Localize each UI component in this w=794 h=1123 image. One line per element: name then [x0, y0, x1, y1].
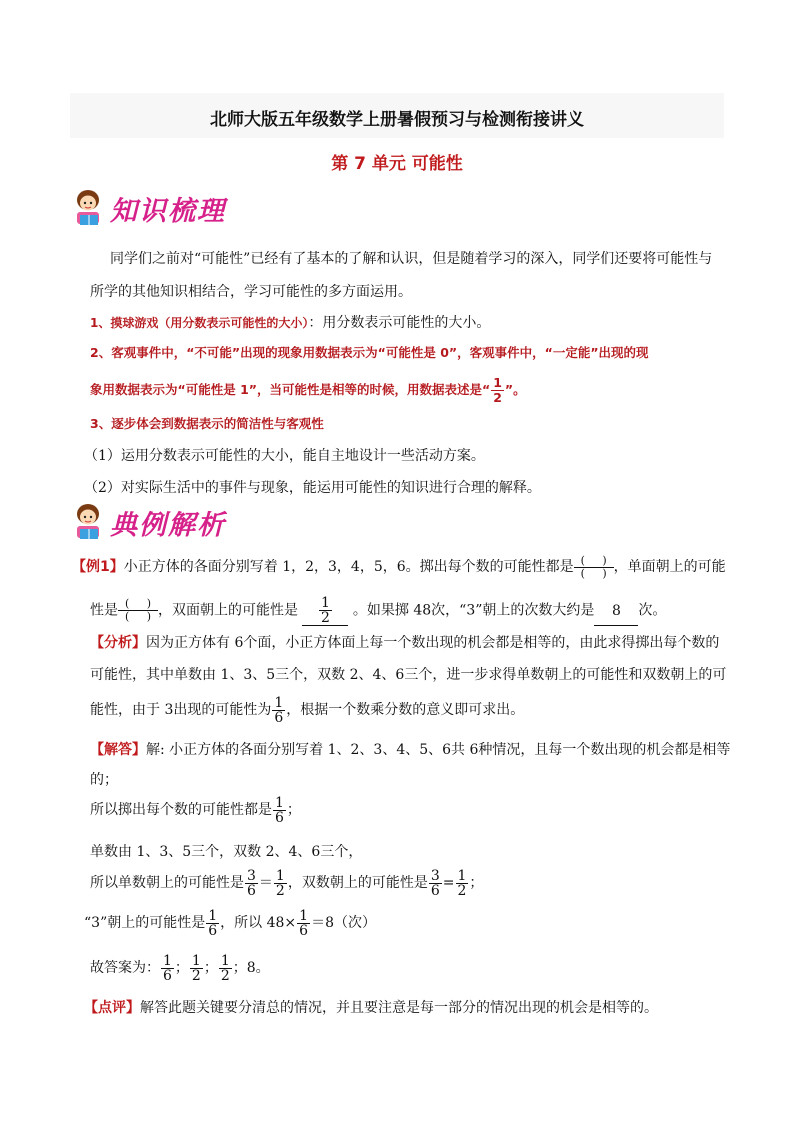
section-heading-text: 知识梳理: [110, 195, 226, 227]
example-tag: 【例1】: [72, 559, 124, 575]
point-1-rest: ：用分数表示可能性的大小。: [308, 315, 491, 331]
comment-line: 【点评】解答此题关键要分清总的情况，并且要注意是每一部分的情况出现的机会是相等的。: [84, 1000, 658, 1016]
point-1: [90, 313, 490, 333]
example-question-line-1: 【例1】小正方体的各面分别写着 1，2，3，4，5，6。掷出每个数的可能性都是 $\frac{( )}{( )}$ ，单面朝上的可能: [72, 553, 726, 580]
point-1-bold: 1、摸球游戏（用分数表示可能性的大小）: [90, 316, 309, 330]
answer-line-7: 故答案为： $\frac{1}{6}$ ； $\frac{1}{2}$ ； $\frac{1}{2}$ ；8。: [90, 952, 270, 984]
example-question-line-2: 性是 $\frac{( )}{( )}$ ，双面朝上的可能性是 $\frac{1}{2}$ 。如果掷 48次，“3”朝上的次数大约是 8 次。: [90, 595, 667, 626]
answer-line-4: 单数由 1、3、5三个，双数 2、4、6三个，: [90, 844, 363, 860]
fraction-one-sixth: $\frac{1}{6}$: [274, 694, 284, 726]
fraction-half: $\frac{1}{2}$: [493, 375, 502, 405]
point-2-line-2-b: ”。: [504, 382, 526, 397]
analysis-line-1: 【分析】因为正方体有 6个面，小正方体面上每一个数出现的机会都是相等的，由此求得掷出每个数的: [90, 635, 720, 651]
intro-line-2: 所学的其他知识相结合，学习可能性的多方面运用。: [90, 284, 412, 300]
answer-blank-fraction: $\frac{1}{2}$: [302, 596, 348, 626]
point-2-line-2: [90, 375, 526, 405]
answer-line-1: 【解答】解: 小正方体的各面分别写着 1、2、3、4、5、6共 6种情况，且每一个数出现的机会都是相等: [90, 742, 731, 758]
answer-line-3: 所以掷出每个数的可能性都是 $\frac{1}{6}$ ；: [90, 794, 301, 826]
point-2-line-2-a: 象用数据表示为“可能性是 1”，当可能性是相等的时候，用数据表述是“: [90, 382, 491, 397]
answer-line-2: 的；: [90, 772, 118, 788]
blank-fraction: $\frac{( )}{( )}$: [574, 555, 614, 580]
intro-line-1: 同学们之前对“可能性”已经有了基本的了解和认识，但是随着学习的深入，同学们还要将可能性与: [110, 251, 713, 267]
section-heading-text: 典例解析: [110, 509, 226, 541]
answer-tag: 【解答】: [90, 742, 146, 758]
girl-reading-icon: [72, 502, 106, 542]
unit-title: 第 7 单元 可能性: [331, 154, 463, 174]
answer-line-5: 所以单数朝上的可能性是 $\frac{3}{6}$ ＝ $\frac{1}{2}$ ，双数朝上的可能性是 $\frac{3}{6}$ = $\frac{1}{2}$ ；: [90, 867, 484, 899]
analysis-tag: 【分析】: [90, 635, 146, 651]
answer-blank-count: 8: [594, 597, 638, 626]
section-heading-examples: [72, 502, 226, 542]
document-title: 北师大版五年级数学上册暑假预习与检测衔接讲义: [210, 110, 584, 130]
point-3-item-1: （1）运用分数表示可能性的大小，能自主地设计一些活动方案。: [84, 448, 485, 464]
point-2-line-1: 2、客观事件中，“不可能”出现的现象用数据表示为“可能性是 0”，客观事件中，“一定能”出现的现: [90, 345, 649, 360]
point-3-heading: 3、逐步体会到数据表示的简洁性与客观性: [90, 416, 324, 431]
point-3-item-2: （2）对实际生活中的事件与现象，能运用可能性的知识进行合理的解释。: [84, 480, 541, 496]
comment-tag: 【点评】: [84, 1000, 140, 1016]
girl-reading-icon: [72, 188, 106, 228]
analysis-line-3: 能性，由于 3出现的可能性为 $\frac{1}{6}$ ，根据一个数乘分数的意义即可求出。: [90, 694, 525, 726]
blank-fraction: $\frac{( )}{( )}$: [118, 598, 158, 623]
analysis-line-2: 可能性，其中单数由 1、3、5三个，双数 2、4、6三个，进一步求得单数朝上的可能性和双数朝上的可: [90, 667, 727, 683]
section-heading-knowledge: [72, 188, 226, 228]
answer-line-6: “3”朝上的可能性是 $\frac{1}{6}$ ，所以 48× $\frac{1}{6}$ ＝8（次）: [84, 907, 376, 939]
